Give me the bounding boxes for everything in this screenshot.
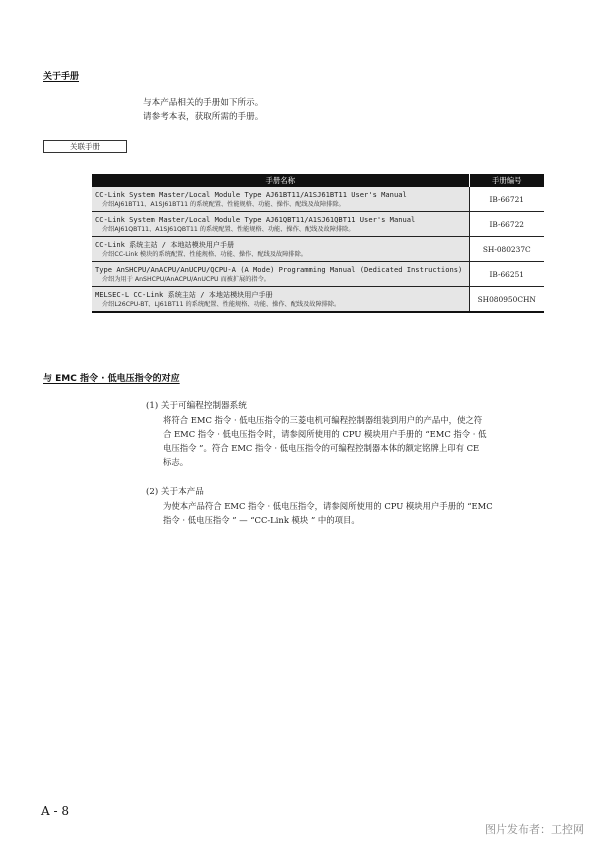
intro-text: [143, 96, 263, 124]
manual-number: IB-66721: [469, 187, 544, 212]
manual-title: CC-Link System Master/Local Module Type AJ61BT11/A1SJ61BT11 User's Manual: [95, 190, 407, 199]
manual-description: 介绍CC-Link 模块的系统配置、性能规格、功能、操作、配线及故障排除。: [102, 251, 307, 258]
table-row: [92, 187, 544, 212]
body-line: 合 EMC 指令 · 低电压指令时，请参阅所使用的 CPU 模块用户手册的 “EMC 指令 · 低: [163, 429, 487, 439]
body-line: 将符合 EMC 指令 · 低电压指令的三菱电机可编程控制器组装到用户的产品中，使之符: [163, 415, 483, 425]
item-body: [163, 413, 543, 469]
item-body: [163, 499, 543, 527]
manual-number: IB-66722: [469, 212, 544, 237]
body-line: 标志。: [163, 457, 189, 467]
manual-name-cell: [92, 262, 469, 287]
watermark: 图片发布者：工控网: [485, 823, 584, 836]
manual-title: Type AnSHCPU/AnACPU/AnUCPU/QCPU-A (A Mode) Programming Manual (Dedicated Instructions): [95, 265, 463, 274]
header-manual-name: 手册名称: [92, 174, 469, 187]
table-row: [92, 287, 544, 313]
about-manual-title: 关于手册: [43, 72, 80, 82]
page-number: A - 8: [41, 804, 69, 818]
item-heading: (2) 关于本产品: [146, 487, 204, 497]
manual-description: 介绍AJ61BT11、A1SJ61BT11 的系统配置、性能规格、功能、操作、配线及故障排除。: [102, 201, 345, 208]
manual-title: CC-Link 系统主站 / 本地站模块用户手册: [95, 240, 235, 249]
manual-name-cell: [92, 187, 469, 212]
manual-name-cell: [92, 237, 469, 262]
item-heading: (1) 关于可编程控制器系统: [146, 401, 247, 411]
manual-name-cell: [92, 287, 469, 313]
manuals-table: [92, 174, 544, 313]
manual-name-cell: [92, 212, 469, 237]
table-row: [92, 212, 544, 237]
manual-description: 介绍AJ61QBT11、A1SJ61QBT11 的系统配置、性能规格、功能、操作、配线及故障排除。: [102, 226, 355, 233]
related-manuals-label: 关联手册: [43, 140, 127, 153]
intro-line: 请参考本表，获取所需的手册。: [143, 112, 264, 122]
table-row: [92, 262, 544, 287]
manual-title: MELSEC-L CC-Link 系统主站 / 本地站模块用户手册: [95, 290, 273, 299]
emc-section-title: 与 EMC 指令 · 低电压指令的对应: [43, 374, 180, 384]
manual-description: 介绍L26CPU-BT、LJ61BT11 的系统配置、性能规格、功能、操作、配线及故障排除。: [102, 301, 341, 308]
manual-number: SH-080237C: [469, 237, 544, 262]
header-manual-number: 手册编号: [469, 174, 544, 187]
table-header-row: [92, 174, 544, 187]
body-line: 电压指令 ”。符合 EMC 指令 · 低电压指令的可编程控制器本体的额定铭牌上印有 CE: [163, 443, 480, 453]
body-line: 为使本产品符合 EMC 指令 · 低电压指令，请参阅所使用的 CPU 模块用户手册的 “EMC: [163, 501, 493, 511]
manual-description: 介绍为用于 AnSHCPU/AnACPU/AnUCPU 而被扩展的指令。: [102, 276, 270, 283]
body-line: 指令 · 低电压指令 ” — “CC-Link 模块 ” 中的项目。: [163, 515, 360, 525]
manual-number: IB-66251: [469, 262, 544, 287]
manual-number: SH080950CHN: [469, 287, 544, 313]
intro-line: 与本产品相关的手册如下所示。: [143, 98, 264, 108]
table-row: [92, 237, 544, 262]
manual-title: CC-Link System Master/Local Module Type AJ61QBT11/A1SJ61QBT11 User's Manual: [95, 215, 416, 224]
